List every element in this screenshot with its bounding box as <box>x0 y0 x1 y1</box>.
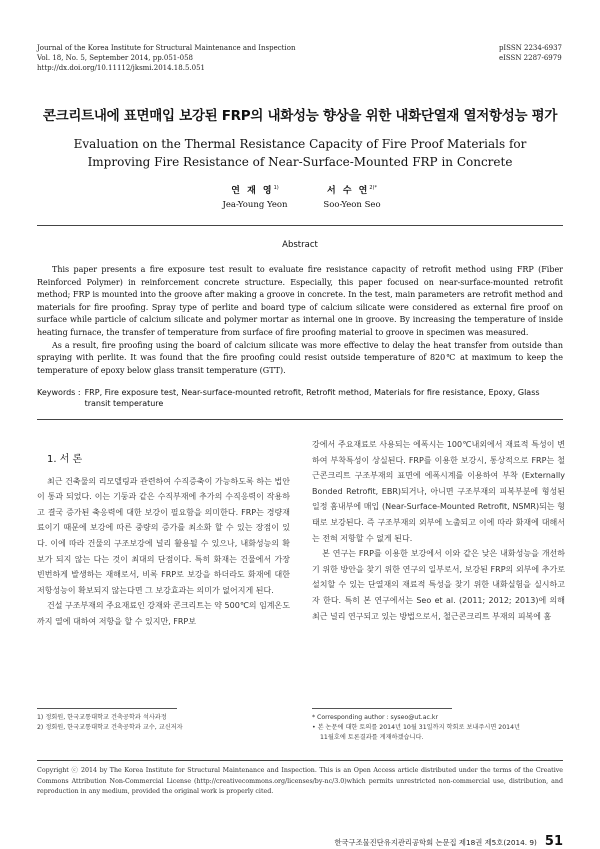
body-column-left <box>37 433 290 630</box>
copyright-notice: Copyright ⓒ 2014 by The Korea Institute for Structural Maintenance and Inspection. This is an Open Access article distributed under the terms of the Creative Commons Attribution Non-Commercial License (http://creativecommons.org/licenses/by-nc/3.0)which permits unrestricted non-commercial use, distribution, and reproduction in any medium, provided the original work is properly cited. <box>37 767 563 795</box>
author-1-name-ko: 연 재 영 <box>231 186 274 196</box>
abstract-heading: Abstract <box>282 240 318 250</box>
title-english-line1: Evaluation on the Thermal Resistance Capacity of Fire Proof Materials for <box>73 137 527 151</box>
author-2 <box>302 183 402 210</box>
author-2-name-ko: 서 수 연 <box>327 186 370 196</box>
footer-journal: 한국구조물진단유지관리공학회 논문집 제18권 제5호(2014. 9) <box>334 838 537 847</box>
footnote-2: 2) 정회원, 한국교통대학교 건축공학과 교수, 교신저자 <box>37 724 183 731</box>
title-english-line2: Improving Fire Resistance of Near-Surface-Mounted FRP in Concrete <box>87 155 513 169</box>
corresponding-author: * Corresponding author : syseo@ut.ac.kr <box>312 714 439 721</box>
abstract-bottom-rule <box>37 419 563 420</box>
eissn: eISSN 2287-6979 <box>498 54 562 62</box>
footnote-1: 1) 정회원, 한국교통대학교 건축공학과 석사과정 <box>37 714 167 721</box>
body-paragraph: 본 연구는 FRP를 이용한 보강에서 이와 같은 낮은 내화성능을 개선하기 위한 방안을 찾기 위한 연구의 일부로서, 보강된 FRP의 외부에 추가로 설치할 수 있는 단열재의 재료적 특성을 찾기 위한 내화실험을 실시하고자 한다. 특히 본 연구에서는 Seo et al. (2011; 2012; 2013)에 의해 최근 널리 연구되고 있는 방법으로서, 철근콘크리트 부재의 피복에 홈 <box>312 549 565 621</box>
pissn: pISSN 2234-6937 <box>498 44 562 52</box>
keywords-text: FRP, Fire exposure test, Near-surface-mounted retrofit, Retrofit method, Materials for fire resistance, Epoxy, Glass transit temperature <box>84 388 540 408</box>
section-heading: 1. 서 론 <box>47 454 83 465</box>
author-1-name-en: Jea-Young Yeon <box>222 200 288 210</box>
discussion-note-1: • 본 논문에 대한 토의를 2014년 10월 31일까지 학회로 보내주시면 2014년 <box>312 724 521 731</box>
page-number: 51 <box>544 834 563 849</box>
journal-info <box>37 43 295 73</box>
author-1 <box>205 183 305 210</box>
body-paragraph: 최근 건축물의 리모델링과 관련하여 수직증축이 가능하도록 하는 법안이 통과 되었다. 이는 기둥과 같은 수직부재에 추가의 수직응력이 작용하고 결국 증가된 축응력에 대한 보강이 필요함을 의미한다. FRP는 경량재료이기 때문에 보강에 따른 중량의 증가를 최소화 할 수 있는 장점이 있다. 이에 따라 건물의 구조보강에 널리 활용될 수 있으나, 내화성능의 확보가 되지 않는 다는 것이 최대의 단점이다. 특히 화재는 건물에서 가장 빈번하게 발생하는 재해로서, 비록 FRP로 보강을 하더라도 화재에 대한 저항성능이 확보되지 않는다면 그 보강효과는 의미가 없어지게 된다. <box>37 476 290 595</box>
abstract-top-rule <box>37 225 563 226</box>
copyright-rule <box>37 760 563 761</box>
abstract-body <box>37 264 563 377</box>
title-korean: 콘크리트내에 표면매입 보강된 FRP의 내화성능 향상을 위한 내화단열재 열저항성능 평가 <box>42 108 558 124</box>
issn-info <box>499 43 562 63</box>
footnote-rule-right <box>312 708 452 709</box>
body-column-right <box>312 437 565 624</box>
abstract-paragraph-2: As a result, fire proofing using the board of calcium silicate was more effective to delay the heat transfer from outside than spraying with perlite. It was found that the fire proofing could resist outside temperature of 820℃ at maximum to keep the temperature of epoxy below glass transit temperature (GTT). <box>37 340 563 375</box>
author-1-affil-mark: 1) <box>273 185 279 191</box>
abstract-paragraph-1: This paper presents a fire exposure test result to evaluate fire resistance capacity of retrofit method using FRP (Fiber Reinforced Polymer) in reinforcement concrete structure. Especially, this paper focused on near-surface-mounted retrofit method; FRP is mounted into the groove after making a groove in concrete. In the test, main parameters are retrofit method and materials for fire proofing. Spray type of perlite and board type of calcium silicate were considered as external fire proof on surface while particle of calcium silicate and polymer mortar as internal one in groove. By increasing the temperature of inside heating furnace, the transfer of temperature from surface of fire proofing material to groove in specimen was measured. <box>37 265 563 337</box>
footnote-rule-left <box>37 708 177 709</box>
author-2-name-en: Soo-Yeon Seo <box>323 200 381 210</box>
footnotes-correspondence <box>312 713 565 743</box>
keywords-label: Keywords : <box>37 388 81 397</box>
doi-link[interactable]: http://dx.doi.org/10.11112/jksmi.2014.18.5.051 <box>37 64 205 72</box>
journal-volume: Vol. 18, No. 5, September 2014, pp.051-058 <box>37 54 193 62</box>
body-paragraph: 강에서 주요재료로 사용되는 에폭시는 100℃내외에서 재료적 특성이 변하여 부착특성이 상실된다. FRP를 이용한 보강시, 통상적으로 FRP는 철근콘크리트 구조부재의 표면에 에폭시계를 이용하여 부착 (Externally Bonded Retrofit, EBR)되거나, 아니면 구조부재의 피복부분에 형성된 일정 홈내부에 매입 (Near-Surface-Mounted Retrofit, NSMR)되는 형태로 보강된다. 즉 구조부재의 외부에 노출되고 이에 따라 화재에 대해서는 전혀 저항할 수 없게 된다. <box>312 440 565 543</box>
author-2-affil-mark: 2)* <box>369 185 377 191</box>
discussion-note-2: 11월호에 토론결과를 게재하겠습니다. <box>320 734 424 741</box>
footnotes-affiliations <box>37 713 183 733</box>
body-paragraph: 건설 구조부재의 주요재료인 강재와 콘크리트는 약 500℃의 임계온도까지 열에 대하여 저항을 할 수 있지만, FRP보 <box>37 601 290 626</box>
page-footer <box>334 834 563 849</box>
journal-name: Journal of the Korea Institute for Structural Maintenance and Inspection <box>37 44 296 52</box>
title-english <box>0 135 600 171</box>
keywords <box>37 387 563 409</box>
